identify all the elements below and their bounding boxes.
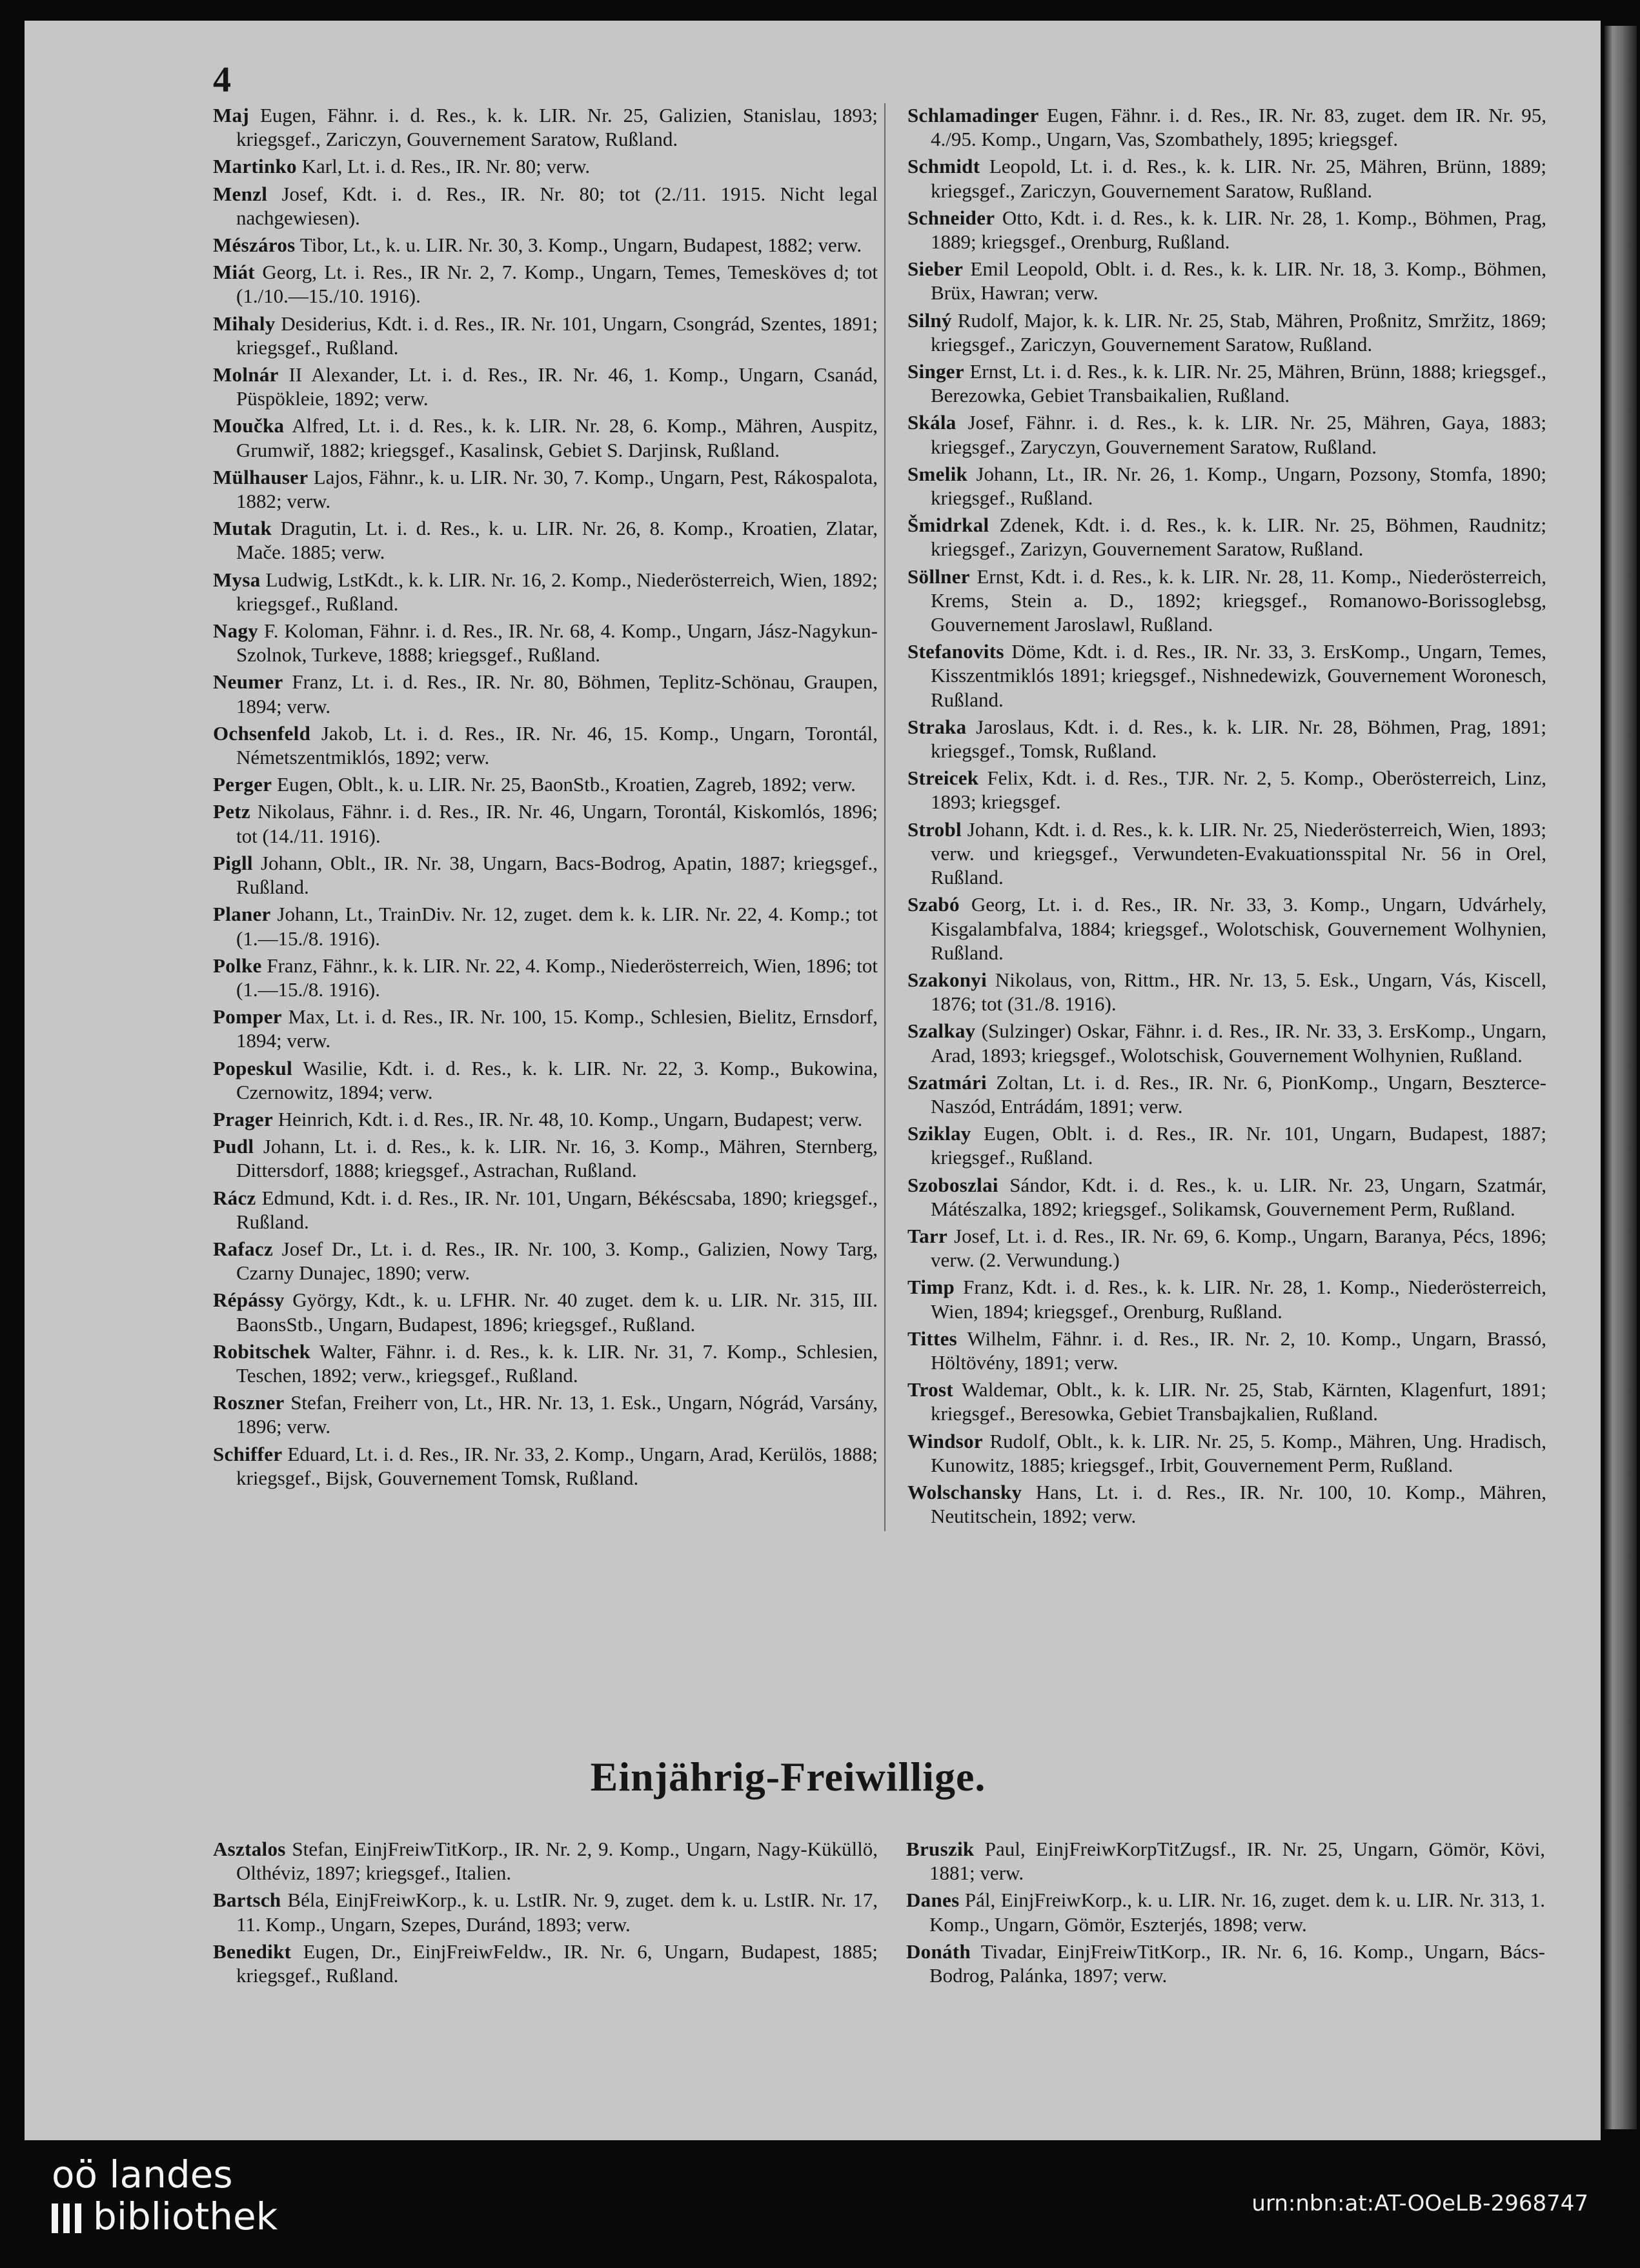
page-number: 4 <box>213 60 231 100</box>
list-entry <box>213 103 878 151</box>
entry-details: Döme, Kdt. i. d. Res., IR. Nr. 33, 3. ErsKomp., Ungarn, Temes, Kisszentmiklós 1891; kriegsgef., Nishnedewizk, Gouvernement Woronesch, Rußland. <box>931 640 1546 711</box>
entry-details: Desiderius, Kdt. i. d. Res., IR. Nr. 101, Ungarn, Csongrád, Szentes, 1891; kriegsgef., Rußland. <box>236 312 878 359</box>
entry-surname: Trost <box>907 1378 953 1401</box>
entry-surname: Danes <box>906 1889 960 1912</box>
entry-details: Eugen, Fähnr. i. d. Res., k. k. LIR. Nr. 25, Galizien, Stanislau, 1893; kriegsgef., Zariczyn, Gouvernement Saratow, Rußland. <box>236 104 878 151</box>
list-entry <box>907 892 1546 965</box>
document-page <box>25 21 1601 2140</box>
list-entry <box>907 1480 1546 1528</box>
list-entry <box>213 182 878 230</box>
list-entry <box>213 1390 878 1438</box>
list-entry <box>907 968 1546 1016</box>
list-entry <box>213 312 878 359</box>
entry-surname: Ochsenfeld <box>213 721 311 745</box>
entry-surname: Schmidt <box>907 155 980 178</box>
entry-surname: Répássy <box>213 1289 285 1312</box>
entry-details: Walter, Fähnr. i. d. Res., k. k. LIR. Nr. 31, 7. Komp., Schlesien, Teschen, 1892; verw., kriegsgef., Rußland. <box>236 1340 878 1387</box>
entry-surname: Donáth <box>906 1940 971 1963</box>
list-entry <box>213 1837 878 1885</box>
entry-details: Wilhelm, Fähnr. i. d. Res., IR. Nr. 2, 10. Komp., Ungarn, Brassó, Höltövény, 1891; verw. <box>931 1327 1546 1374</box>
entry-surname: Windsor <box>907 1429 983 1452</box>
entry-surname: Nagy <box>213 619 259 643</box>
entry-surname: Schlamadinger <box>907 104 1039 126</box>
list-entry <box>213 1288 878 1336</box>
entry-details: Eduard, Lt. i. d. Res., IR. Nr. 33, 2. Komp., Ungarn, Arad, Kerülös, 1888; kriegsgef., Bijsk, Gouvernement Tomsk, Rußland. <box>236 1442 878 1489</box>
entry-surname: Szalkay <box>907 1019 976 1043</box>
list-entry <box>906 1940 1545 1987</box>
entry-surname: Skála <box>907 411 957 434</box>
entry-details: Johann, Kdt. i. d. Res., k. k. LIR. Nr. 25, Niederösterreich, Wien, 1893; verw. und kriegsgef., Verwundeten-Evakuationsspital Nr. 56 in Orel, Rußland. <box>931 818 1546 889</box>
list-entry <box>907 1275 1546 1323</box>
entry-details: Felix, Kdt. i. d. Res., TJR. Nr. 2, 5. Komp., Oberösterreich, Linz, 1893; kriegsgef. <box>931 767 1546 814</box>
entry-surname: Petz <box>213 800 250 823</box>
list-entry <box>907 308 1546 356</box>
list-entry <box>907 1378 1546 1425</box>
list-entry <box>213 670 878 718</box>
entry-details: Franz, Lt. i. d. Res., IR. Nr. 80, Böhmen, Teplitz-Schönau, Graupen, 1894; verw. <box>236 670 878 718</box>
entry-surname: Szatmári <box>907 1070 987 1094</box>
list-entry <box>213 1888 878 1936</box>
entry-details: Eugen, Dr., EinjFreiwFeldw., IR. Nr. 6, Ungarn, Budapest, 1885; kriegsgef., Rußland. <box>236 1940 878 1987</box>
entry-details: Stefan, Freiherr von, Lt., HR. Nr. 13, 1. Esk., Ungarn, Nógrád, Varsány, 1896; verw. <box>236 1391 878 1438</box>
entry-surname: Perger <box>213 773 272 796</box>
list-entry <box>907 206 1546 254</box>
entry-details: Jaroslaus, Kdt. i. d. Res., k. k. LIR. Nr. 28, Böhmen, Prag, 1891; kriegsgef., Tomsk, Rußland. <box>931 715 1546 763</box>
entry-details: Franz, Fähnr., k. k. LIR. Nr. 22, 4. Komp., Niederösterreich, Wien, 1896; tot (1.—15./8. 1916). <box>236 954 878 1001</box>
library-logo-line2 <box>52 2194 278 2238</box>
library-logo-text: bibliothek <box>93 2194 278 2238</box>
entry-details: Zoltan, Lt. i. d. Res., IR. Nr. 6, PionKomp., Ungarn, Beszterce-Naszód, Entrádám, 1891; verw. <box>931 1070 1547 1118</box>
entry-surname: Pomper <box>213 1005 282 1029</box>
list-entry <box>907 462 1546 510</box>
left-column <box>213 103 878 1493</box>
entry-surname: Moučka <box>213 414 285 437</box>
library-logo-line1: oö landes <box>52 2153 233 2196</box>
entry-details: Leopold, Lt. i. d. Res., k. k. LIR. Nr. 25, Mähren, Brünn, 1889; kriegsgef., Zariczyn, Gouvernement Saratow, Rußland. <box>931 155 1546 202</box>
entry-details: Eugen, Oblt., k. u. LIR. Nr. 25, BaonStb., Kroatien, Zagreb, 1892; verw. <box>277 773 856 796</box>
list-entry <box>213 516 878 564</box>
entry-details: Nikolaus, Fähnr. i. d. Res., IR. Nr. 46, Ungarn, Torontál, Kiskomlós, 1896; tot (14./11. 1916). <box>236 800 878 847</box>
entry-surname: Miát <box>213 261 255 284</box>
entry-surname: Mysa <box>213 568 261 591</box>
section-title: Einjährig-Freiwillige. <box>590 1754 986 1800</box>
entry-details: Johann, Lt. i. d. Res., k. k. LIR. Nr. 16, 3. Komp., Mähren, Sternberg, Dittersdorf, 1888; kriegsgef., Astrachan, Rußland. <box>236 1135 878 1182</box>
entry-details: II Alexander, Lt. i. d. Res., IR. Nr. 46, 1. Komp., Ungarn, Csanád, Püspökleie, 1892; verw. <box>236 363 878 410</box>
entry-details: Hans, Lt. i. d. Res., IR. Nr. 100, 10. Komp., Mähren, Neutitschein, 1892; verw. <box>931 1480 1546 1528</box>
entry-details: Josef, Lt. i. d. Res., IR. Nr. 69, 6. Komp., Ungarn, Baranya, Pécs, 1896; verw. (2. Verwundung.) <box>931 1224 1546 1272</box>
entry-surname: Benedikt <box>213 1940 292 1963</box>
list-entry <box>907 1429 1546 1477</box>
list-entry <box>907 1173 1546 1221</box>
entry-details: Max, Lt. i. d. Res., IR. Nr. 100, 15. Komp., Schlesien, Bielitz, Ernsdorf, 1894; verw. <box>236 1005 878 1052</box>
entry-surname: Polke <box>213 954 262 977</box>
entry-details: Waldemar, Oblt., k. k. LIR. Nr. 25, Stab, Kärnten, Klagenfurt, 1891; kriegsgef., Beresowka, Gebiet Transbajkalien, Rußland. <box>931 1378 1546 1425</box>
list-entry <box>213 1340 878 1387</box>
entry-surname: Rafacz <box>213 1237 274 1260</box>
list-entry <box>213 568 878 616</box>
entry-details: Alfred, Lt. i. d. Res., k. k. LIR. Nr. 28, 6. Komp., Mähren, Auspitz, Grumwiř, 1882; kriegsgef., Kasalinsk, Gebiet S. Darjinsk, Rußland. <box>236 414 878 461</box>
right-column <box>884 103 1546 1531</box>
list-entry <box>213 1056 878 1104</box>
list-entry <box>906 1888 1545 1936</box>
entry-details: Paul, EinjFreiwKorpTitZugsf., IR. Nr. 25, Ungarn, Gömör, Kövi, 1881; verw. <box>929 1838 1546 1885</box>
list-entry <box>213 954 878 1001</box>
list-entry <box>907 818 1546 890</box>
entry-details: Josef, Kdt. i. d. Res., IR. Nr. 80; tot (2./11. 1915. Nicht legal nachgewiesen). <box>236 182 878 229</box>
list-entry <box>907 154 1546 202</box>
list-entry <box>907 359 1546 407</box>
list-entry <box>907 715 1546 763</box>
list-entry <box>213 1237 878 1285</box>
logo-bars-icon <box>52 2197 93 2236</box>
entry-details: Tibor, Lt., k. u. LIR. Nr. 30, 3. Komp., Ungarn, Budapest, 1882; verw. <box>299 234 862 257</box>
list-entry <box>907 639 1546 712</box>
entry-surname: Wolschansky <box>907 1480 1022 1503</box>
entry-details: Johann, Lt., TrainDiv. Nr. 12, zuget. dem k. k. LIR. Nr. 22, 4. Komp.; tot (1.—15./8. 1916). <box>236 903 878 950</box>
entry-surname: Silný <box>907 308 952 332</box>
entry-surname: Smelik <box>907 462 968 485</box>
entry-details: Rudolf, Oblt., k. k. LIR. Nr. 25, 5. Komp., Mähren, Ung. Hradisch, Kunowitz, 1885; kriegsgef., Irbit, Gouvernement Perm, Rußland. <box>931 1429 1546 1476</box>
list-entry <box>213 619 878 667</box>
entry-surname: Bartsch <box>213 1889 281 1912</box>
entry-surname: Pigll <box>213 851 253 874</box>
list-entry <box>907 1224 1546 1272</box>
list-entry <box>213 154 878 178</box>
entry-surname: Straka <box>907 715 967 738</box>
urn-identifier: urn:nbn:at:AT-OOeLB-2968747 <box>1251 2191 1588 2216</box>
entry-surname: Szoboszlai <box>907 1173 998 1196</box>
entry-surname: Sziklay <box>907 1122 971 1145</box>
entry-details: Eugen, Oblt. i. d. Res., IR. Nr. 101, Ungarn, Budapest, 1887; kriegsgef., Rußland. <box>931 1122 1546 1169</box>
entry-details: F. Koloman, Fähnr. i. d. Res., IR. Nr. 68, 4. Komp., Ungarn, Jász-Nagykun-Szolnok, Turkeve, 1888; kriegsgef., Rußland. <box>236 619 878 667</box>
entry-surname: Mészáros <box>213 234 296 257</box>
entry-surname: Robitschek <box>213 1340 311 1363</box>
entry-details: Edmund, Kdt. i. d. Res., IR. Nr. 101, Ungarn, Békéscsaba, 1890; kriegsgef., Rußland. <box>236 1186 878 1233</box>
freiwillige-left-column <box>213 1837 878 1991</box>
entry-details: Johann, Oblt., IR. Nr. 38, Ungarn, Bacs-Bodrog, Apatin, 1887; kriegsgef., Rußland. <box>236 851 878 899</box>
entry-details: Ludwig, LstKdt., k. k. LIR. Nr. 16, 2. Komp., Niederösterreich, Wien, 1892; kriegsgef., Rußland. <box>236 568 878 615</box>
entry-surname: Molnár <box>213 363 279 386</box>
entry-details: Dragutin, Lt. i. d. Res., k. u. LIR. Nr. 26, 8. Komp., Kroatien, Zlatar, Mače. 1885; verw. <box>236 517 878 564</box>
entry-details: Georg, Lt. i. Res., IR Nr. 2, 7. Komp., Ungarn, Temes, Temesköves d; tot (1./10.—15./10. 1916). <box>236 261 878 308</box>
entry-details: Karl, Lt. i. d. Res., IR. Nr. 80; verw. <box>301 155 591 178</box>
entry-surname: Söllner <box>907 565 970 588</box>
entry-details: Georg, Lt. i. d. Res., IR. Nr. 33, 3. Komp., Ungarn, Udvárhely, Kisgalambfalva, 1884; kriegsgef., Wolotschisk, Gouvernement Wolhynien, Rußland. <box>931 893 1546 964</box>
list-entry <box>213 721 878 769</box>
list-entry <box>213 363 878 410</box>
entry-surname: Menzl <box>213 182 268 205</box>
list-entry <box>213 465 878 513</box>
entry-details: Béla, EinjFreiwKorp., k. u. LstIR. Nr. 9, zuget. dem k. u. LstIR. Nr. 17, 11. Komp., Ungarn, Szepes, Duránd, 1893; verw. <box>236 1889 878 1936</box>
entry-surname: Bruszik <box>906 1838 975 1860</box>
list-entry <box>906 1837 1545 1885</box>
entry-details: Heinrich, Kdt. i. d. Res., IR. Nr. 48, 10. Komp., Ungarn, Budapest; verw. <box>278 1107 863 1130</box>
list-entry <box>213 1134 878 1182</box>
list-entry <box>907 103 1546 151</box>
entry-surname: Schneider <box>907 206 995 229</box>
entry-details: Emil Leopold, Oblt. i. d. Res., k. k. LIR. Nr. 18, 3. Komp., Böhmen, Brüx, Hawran; verw. <box>931 257 1546 305</box>
entry-surname: Strobl <box>907 818 962 841</box>
entry-details: Ernst, Lt. i. d. Res., k. k. LIR. Nr. 25, Mähren, Brünn, 1888; kriegsgef., Berezowka, Gebiet Transbaikalien, Rußland. <box>931 360 1546 407</box>
entry-surname: Maj <box>213 104 249 126</box>
list-entry <box>907 1070 1546 1118</box>
list-entry <box>213 1186 878 1234</box>
entry-surname: Roszner <box>213 1391 285 1414</box>
entry-surname: Rácz <box>213 1186 256 1209</box>
entry-details: Rudolf, Major, k. k. LIR. Nr. 25, Stab, Mähren, Proßnitz, Smržitz, 1869; kriegsgef., Zariczyn, Gouvernement Saratow, Rußland. <box>931 308 1547 356</box>
list-entry <box>213 233 878 257</box>
entry-surname: Szakonyi <box>907 968 987 991</box>
entry-details: Lajos, Fähnr., k. u. LIR. Nr. 30, 7. Komp., Ungarn, Pest, Rákospalota, 1882; verw. <box>236 465 878 513</box>
entry-surname: Mülhauser <box>213 465 309 488</box>
list-entry <box>213 260 878 308</box>
entry-surname: Tarr <box>907 1224 948 1247</box>
entry-surname: Šmidrkal <box>907 514 989 537</box>
list-entry <box>213 851 878 899</box>
entry-details: Zdenek, Kdt. i. d. Res., k. k. LIR. Nr. 25, Böhmen, Raudnitz; kriegsgef., Zarizyn, Gouvernement Saratow, Rußland. <box>931 514 1546 561</box>
entry-surname: Tittes <box>907 1327 957 1350</box>
entry-surname: Neumer <box>213 670 283 694</box>
list-entry <box>213 1940 878 1987</box>
entry-details: (Sulzinger) Oskar, Fähnr. i. d. Res., IR. Nr. 33, 3. ErsKomp., Ungarn, Arad, 1893; kriegsgef., Wolotschisk, Gouvernement Wolhynien, Rußland. <box>931 1019 1547 1067</box>
entry-surname: Mihaly <box>213 312 276 335</box>
list-entry <box>907 513 1546 561</box>
list-entry <box>907 1019 1546 1067</box>
entry-details: Josef, Fähnr. i. d. Res., k. k. LIR. Nr. 25, Mähren, Gaya, 1883; kriegsgef., Zaryczyn, Gouvernement Saratow, Rußland. <box>931 411 1547 458</box>
entry-details: Franz, Kdt. i. d. Res., k. k. LIR. Nr. 28, 1. Komp., Niederösterreich, Wien, 1894; kriegsgef., Orenburg, Rußland. <box>931 1276 1547 1323</box>
entry-details: Tivadar, EinjFreiwTitKorp., IR. Nr. 6, 16. Komp., Ungarn, Bács-Bodrog, Palánka, 1897; verw. <box>929 1940 1545 1987</box>
entry-details: Sándor, Kdt. i. d. Res., k. u. LIR. Nr. 23, Ungarn, Szatmár, Mátészalka, 1892; kriegsgef., Solikamsk, Gouvernement Perm, Rußland. <box>931 1173 1547 1220</box>
entry-details: Pál, EinjFreiwKorp., k. u. LIR. Nr. 16, zuget. dem k. u. LIR. Nr. 313, 1. Komp., Ungarn, Gömör, Eszterjés, 1898; verw. <box>929 1889 1546 1936</box>
entry-surname: Popeskul <box>213 1056 292 1079</box>
list-entry <box>213 414 878 461</box>
list-entry <box>213 1005 878 1052</box>
entry-details: Nikolaus, von, Rittm., HR. Nr. 13, 5. Esk., Ungarn, Vás, Kiscell, 1876; tot (31./8. 1916). <box>931 968 1547 1016</box>
book-spine <box>1605 26 1637 2129</box>
list-entry <box>907 1121 1546 1169</box>
entry-details: Josef Dr., Lt. i. d. Res., IR. Nr. 100, 3. Komp., Galizien, Nowy Targ, Czarny Dunajec, 1890; verw. <box>236 1237 878 1285</box>
entry-surname: Schiffer <box>213 1442 283 1465</box>
entry-details: Otto, Kdt. i. d. Res., k. k. LIR. Nr. 28, 1. Komp., Böhmen, Prag, 1889; kriegsgef., Orenburg, Rußland. <box>931 206 1546 254</box>
entry-surname: Streicek <box>907 767 979 790</box>
entry-surname: Timp <box>907 1276 955 1299</box>
list-entry <box>213 902 878 950</box>
list-entry <box>907 410 1546 458</box>
entry-details: Eugen, Fähnr. i. d. Res., IR. Nr. 83, zuget. dem IR. Nr. 95, 4./95. Komp., Ungarn, Vas, Szombathely, 1895; kriegsgef. <box>931 104 1546 151</box>
list-entry <box>907 565 1546 637</box>
entry-surname: Mutak <box>213 517 272 540</box>
list-entry <box>213 1442 878 1490</box>
list-entry <box>907 1327 1546 1374</box>
freiwillige-right-column <box>884 1837 1545 1991</box>
entry-surname: Asztalos <box>213 1838 286 1860</box>
entry-details: Wasilie, Kdt. i. d. Res., k. k. LIR. Nr. 22, 3. Komp., Bukowina, Czernowitz, 1894; verw. <box>236 1056 878 1103</box>
entry-details: György, Kdt., k. u. LFHR. Nr. 40 zuget. dem k. u. LIR. Nr. 315, III. BaonsStb., Ungarn, Budapest, 1896; kriegsgef., Rußland. <box>236 1289 878 1336</box>
entry-surname: Stefanovits <box>907 640 1004 663</box>
entry-surname: Sieber <box>907 257 964 281</box>
list-entry <box>213 772 878 796</box>
list-entry <box>907 257 1546 305</box>
entry-details: Stefan, EinjFreiwTitKorp., IR. Nr. 2, 9. Komp., Ungarn, Nagy-Küküllö, Olthéviz, 1897; kriegsgef., Italien. <box>236 1838 878 1885</box>
entry-surname: Martinko <box>213 155 297 178</box>
entry-details: Johann, Lt., IR. Nr. 26, 1. Komp., Ungarn, Pozsony, Stomfa, 1890; kriegsgef., Rußland. <box>931 462 1547 510</box>
list-entry <box>213 799 878 847</box>
entry-surname: Planer <box>213 903 271 926</box>
entry-surname: Singer <box>907 360 964 383</box>
list-entry <box>907 766 1546 814</box>
entry-details: Jakob, Lt. i. d. Res., IR. Nr. 46, 15. Komp., Ungarn, Torontál, Németszentmiklós, 1892; verw. <box>236 721 878 769</box>
entry-details: Ernst, Kdt. i. d. Res., k. k. LIR. Nr. 28, 11. Komp., Niederösterreich, Krems, Stein a. D., 1892; kriegsgef., Romanowo-Borissoglebsg, Gouvernement Jaroslawl, Rußland. <box>931 565 1547 636</box>
entry-surname: Szabó <box>907 893 960 916</box>
entry-surname: Prager <box>213 1107 274 1130</box>
list-entry <box>213 1107 878 1131</box>
entry-surname: Pudl <box>213 1135 254 1158</box>
